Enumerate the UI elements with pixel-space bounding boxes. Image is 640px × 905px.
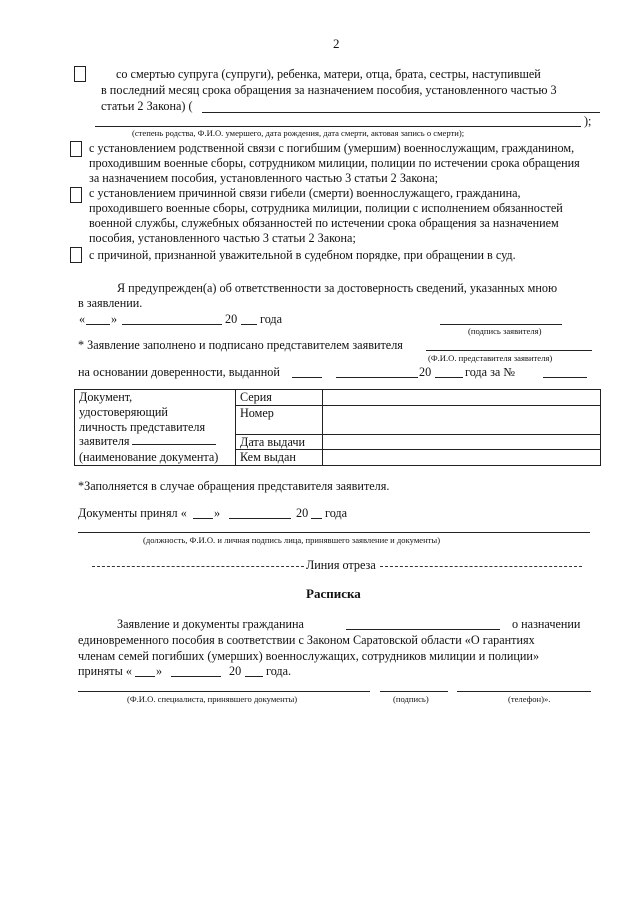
table-left-line2: удостоверяющий — [75, 405, 236, 420]
receipt-month-field[interactable] — [171, 676, 221, 677]
date-year-prefix: 20 — [225, 312, 238, 326]
item2-line1: с установлением родственной связи с погибшим (умершим) военнослужащим, гражданином, — [89, 141, 575, 155]
hint-phone: (телефон)». — [508, 694, 551, 704]
receipt-day-field[interactable] — [135, 676, 155, 677]
accepted-person-field[interactable] — [78, 532, 590, 533]
item2-line3: за назначением пособия, установленного частью 3 статьи 2 Закона; — [89, 171, 439, 185]
item4-line1: с причиной, признанной уважительной в судебном порядке, при обращении в суд. — [89, 248, 516, 262]
field-label-issue-date: Дата выдачи — [236, 434, 323, 450]
field-label-issued-by: Кем выдан — [236, 450, 323, 466]
cut-line-right — [380, 566, 582, 567]
item1-hint: (степень родства, Ф.И.О. умершего, дата рождения, дата смерти, актовая запись о смерти); — [132, 128, 465, 138]
field-value-number[interactable] — [323, 405, 601, 434]
item1-line3: статьи 2 Закона) ( — [101, 99, 193, 113]
item3-line2: проходившего военные сборы, сотрудника милиции, полиции с исполнением обязанностей — [89, 201, 563, 215]
table-left-line5: (наименование документа) — [75, 450, 236, 466]
basis-year-prefix: 20 — [419, 365, 432, 379]
basis-day-field[interactable] — [292, 377, 322, 378]
receipt-line1-a: Заявление и документы гражданина — [117, 617, 304, 631]
applicant-signature-field[interactable] — [440, 324, 562, 325]
receipt-title: Расписка — [306, 586, 361, 601]
representative-fio-field[interactable] — [426, 350, 592, 351]
receipt-line2: единовременного пособия в соответствии с Законом Саратовской области «О гарантиях — [78, 633, 535, 647]
document-name-field[interactable] — [132, 434, 216, 445]
table-left-line1: Документ, — [75, 390, 236, 406]
receipt-line4-a: приняты « — [78, 664, 132, 678]
specialist-signature-field[interactable] — [380, 691, 448, 692]
item3-line3: военной службы, служебных обязанностей по истечении срока обращения за назначением — [89, 216, 559, 230]
accepted-year-field[interactable] — [311, 518, 322, 519]
receipt-line4-d: года. — [266, 664, 292, 678]
citizen-name-field[interactable] — [346, 629, 500, 630]
cut-line-left — [92, 566, 304, 567]
receipt-line3: членам семей погибших (умерших) военнослужащих, сотрудников милиции и полиции» — [78, 649, 540, 663]
item1-field-line-1[interactable] — [202, 112, 600, 113]
table-left-line4 — [75, 434, 236, 450]
item3-line4: пособия, установленного частью 3 статьи 2 Закона; — [89, 231, 356, 245]
accepted-month-field[interactable] — [229, 518, 291, 519]
date-open-quote: « — [79, 312, 86, 326]
field-value-issue-date[interactable] — [323, 434, 601, 450]
item1-field-end: ); — [584, 114, 592, 128]
receipt-line1-b: о назначении — [512, 617, 581, 631]
specialist-phone-field[interactable] — [457, 691, 591, 692]
cut-line-label: Линия отреза — [306, 558, 376, 572]
checkbox-court[interactable] — [70, 247, 82, 263]
hint-specialist: (Ф.И.О. специалиста, принявшего документы) — [127, 694, 298, 704]
representative-note: * Заявление заполнено и подписано представителем заявителя — [78, 338, 403, 352]
item1-line1: со смертью супруга (супруги), ребенка, матери, отца, брата, сестры, наступившей — [116, 67, 541, 81]
specialist-fio-field[interactable] — [78, 691, 370, 692]
checkbox-death-relative[interactable] — [74, 66, 86, 82]
table-left-line4-text: заявителя — [79, 434, 130, 448]
date-day-field[interactable] — [86, 324, 110, 325]
warning-line2: в заявлении. — [78, 296, 143, 310]
receipt-year-field[interactable] — [245, 676, 263, 677]
basis-year-suffix: года за № — [465, 365, 515, 379]
item2-line2: проходившим военные сборы, сотрудником милиции, полиции по истечении срока обращения — [89, 156, 580, 170]
applicant-signature-hint: (подпись заявителя) — [468, 326, 542, 336]
warning-line1: Я предупрежден(а) об ответственности за достоверность сведений, указанных мною — [117, 281, 558, 295]
basis-month-field[interactable] — [336, 377, 418, 378]
footnote: *Заполняется в случае обращения представителя заявителя. — [78, 479, 390, 493]
representative-document-table — [74, 389, 601, 466]
date-year-field[interactable] — [241, 324, 257, 325]
accepted-year-prefix: 20 — [296, 506, 309, 520]
page-number: 2 — [333, 36, 340, 51]
accepted-prefix: Документы принял « — [78, 506, 187, 520]
basis-year-field[interactable] — [435, 377, 463, 378]
date-close-quote: » — [111, 312, 118, 326]
hint-signature: (подпись) — [393, 694, 429, 704]
receipt-line4-b: » — [156, 664, 163, 678]
accepted-close-quote: » — [214, 506, 221, 520]
accepted-hint: (должность, Ф.И.О. и личная подпись лица, принявшего заявление и документы) — [143, 535, 441, 545]
basis-prefix: на основании доверенности, выданной — [78, 365, 280, 379]
date-year-suffix: года — [260, 312, 283, 326]
item1-line2: в последний месяц срока обращения за назначением пособия, установленного частью 3 — [101, 83, 557, 97]
field-label-number: Номер — [236, 405, 323, 434]
accepted-year-suffix: года — [325, 506, 348, 520]
checkbox-kinship[interactable] — [70, 141, 82, 157]
item1-field-line-2[interactable] — [95, 126, 581, 127]
table-left-line3: личность представителя — [75, 420, 236, 435]
accepted-day-field[interactable] — [193, 518, 213, 519]
receipt-line4-c: 20 — [229, 664, 242, 678]
date-month-field[interactable] — [122, 324, 222, 325]
field-value-series[interactable] — [323, 390, 601, 406]
field-value-issued-by[interactable] — [323, 450, 601, 466]
checkbox-causal-link[interactable] — [70, 187, 82, 203]
field-label-series: Серия — [236, 390, 323, 406]
basis-number-field[interactable] — [543, 377, 587, 378]
item3-line1: с установлением причинной связи гибели (смерти) военнослужащего, гражданина, — [89, 186, 521, 200]
representative-fio-hint: (Ф.И.О. представителя заявителя) — [428, 353, 553, 363]
